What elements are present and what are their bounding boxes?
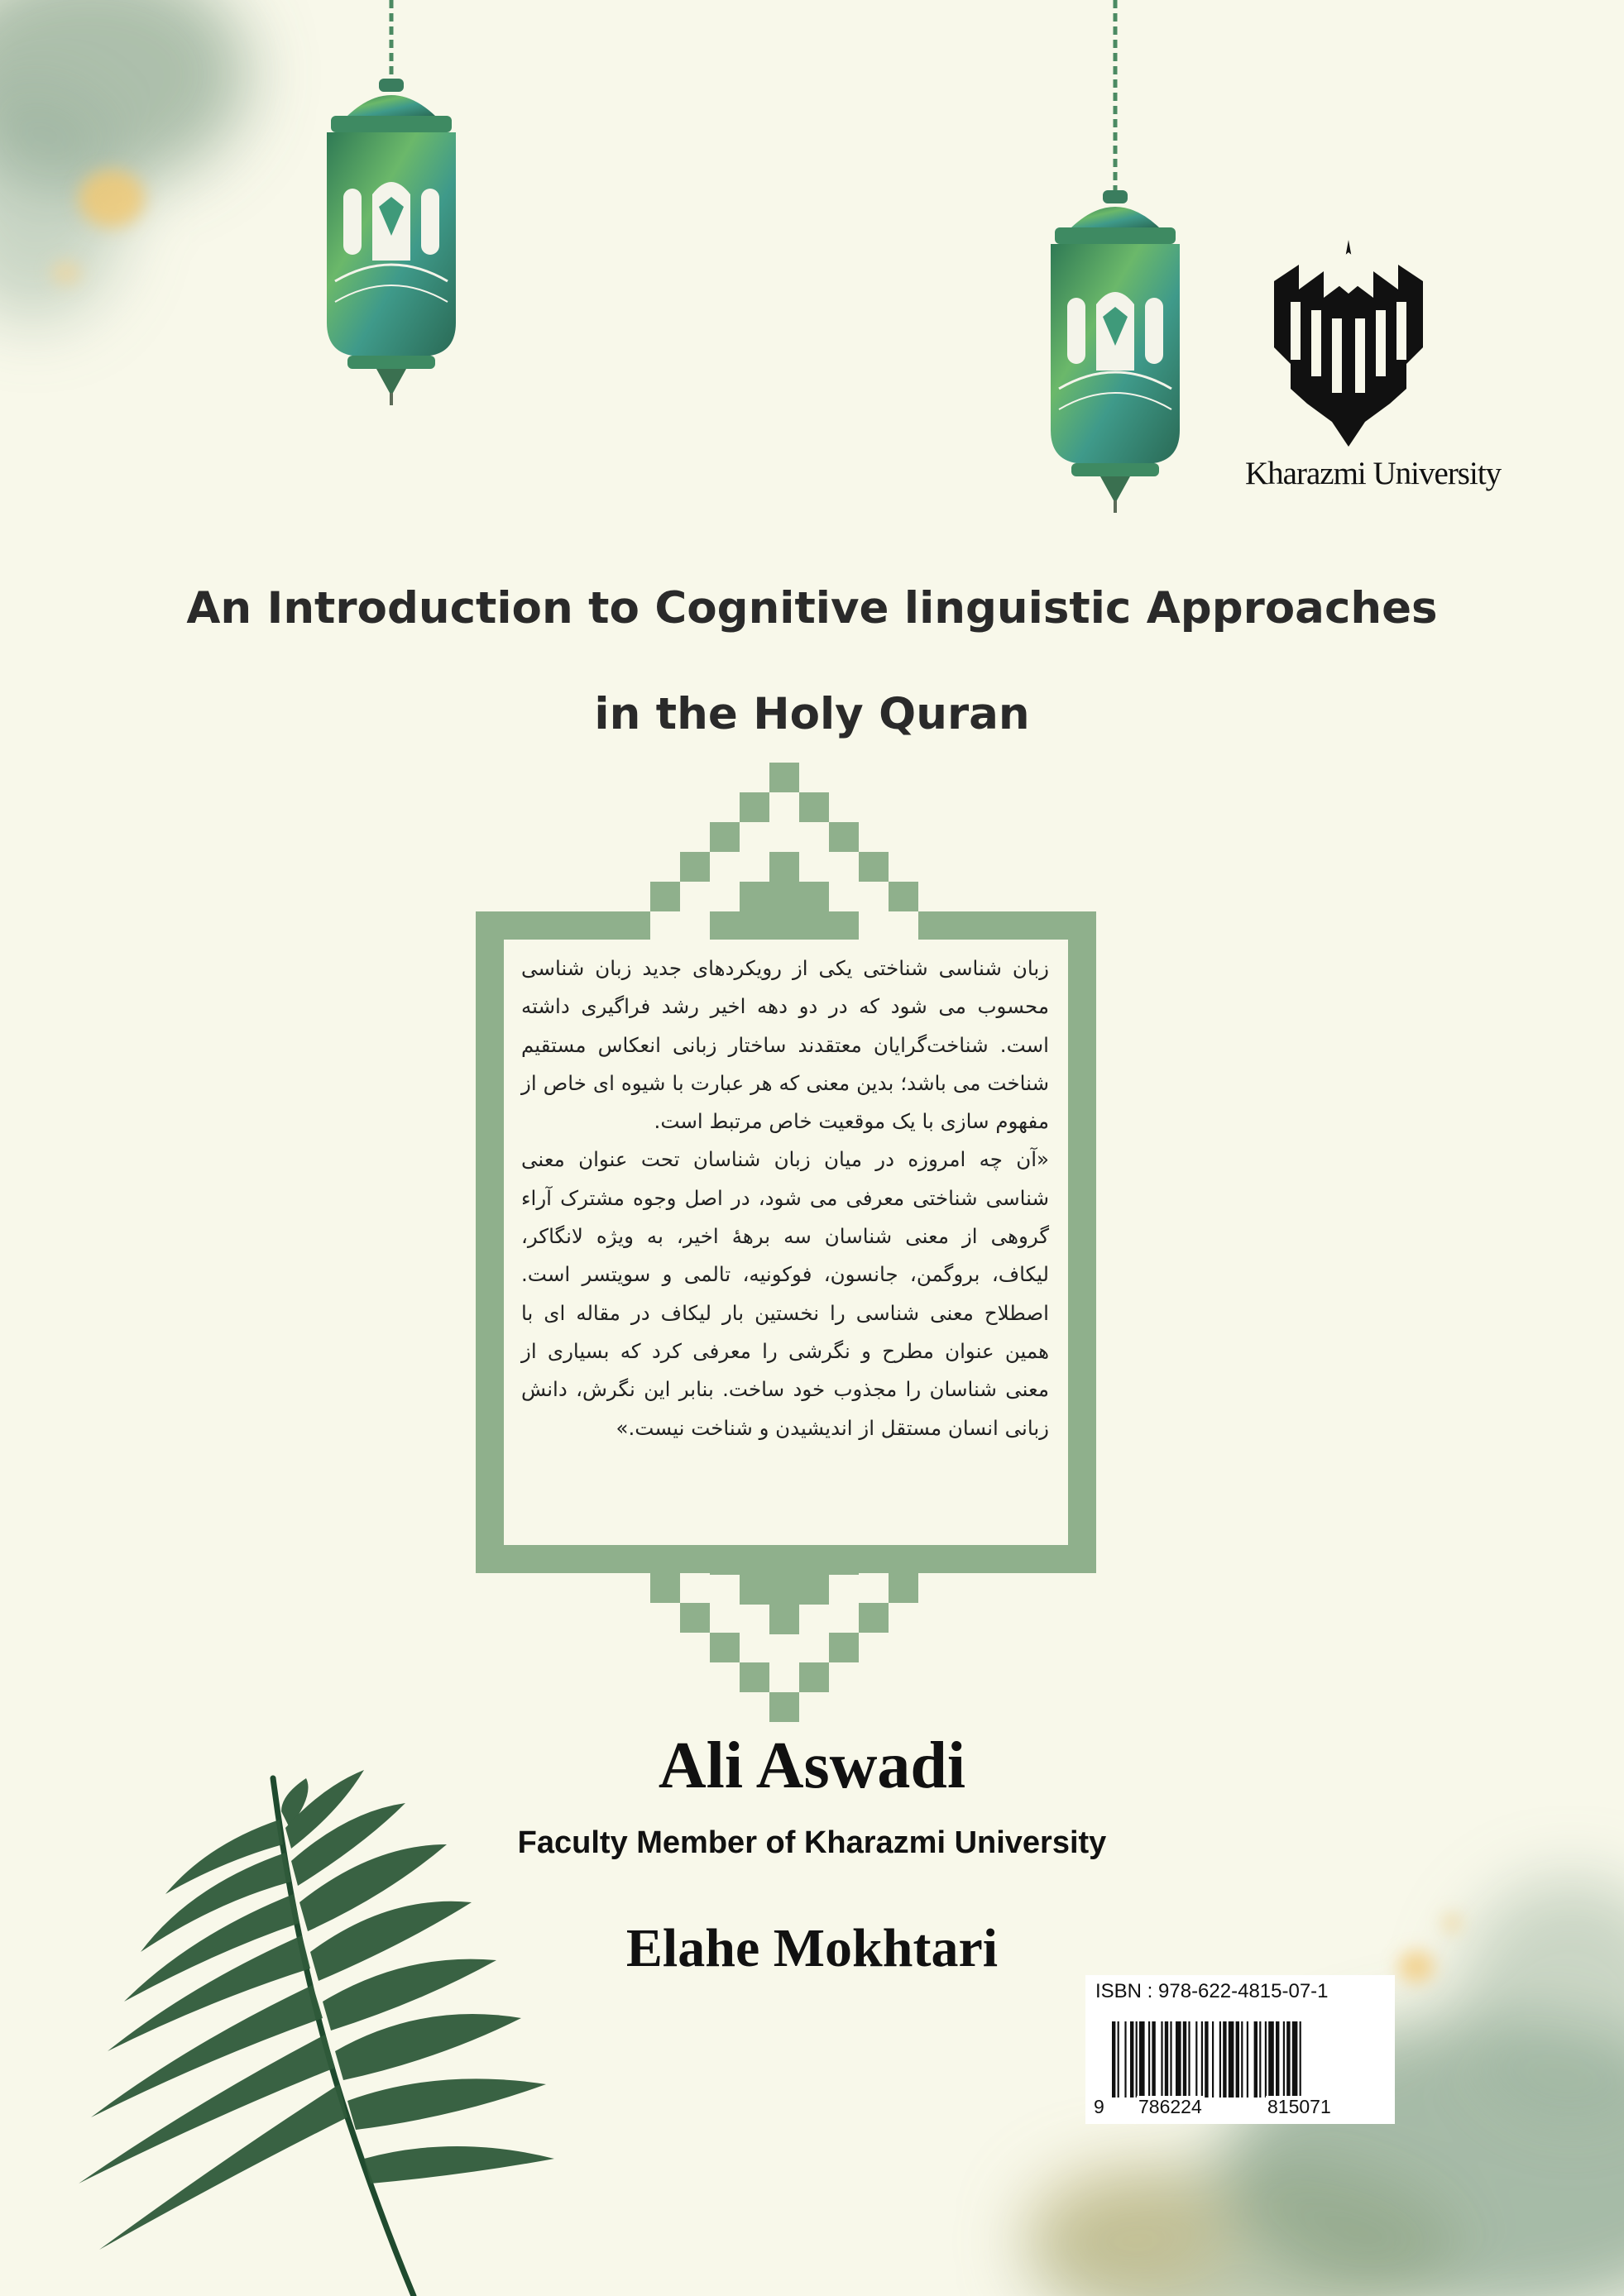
summary-paragraph-2: «آن چه امروزه در میان زبان شناسان تحت عنوان معنی شناسی شناختی معرفی می شود، در اصل وجوه مشترک آراء گروهی از معنی شناسان سه برهۀ اخیر، به ویژه لانگاکر، لیکاف، بروگمن، جانسون، فوکونیه، تالمی و سویتسر است. اصطلاح معنی شناسی را نخستین بار لیکاف در مقاله ای با همین عنوان مطرح و نگرشی را معرفی کرد که بسیاری از معنی شناسان را مجذوب خود ساخت. بنابر این نگرش، دانش زبانی انسان مستقل از اندیشیدن و شناخت نیست.» [521,1147,1049,1440]
book-title-line-2: in the Holy Quran [594,689,1030,739]
book-summary [521,949,1049,1523]
barcode-digits-left: 786224 [1138,2096,1202,2117]
author-name-1: Ali Aswadi [658,1729,966,1802]
isbn-label: ISBN : 978-622-4815-07-1 [1095,1980,1329,2002]
barcode-icon [1112,2021,1375,2097]
publisher-name: Kharazmi University [1245,456,1502,491]
book-title-line-1: An Introduction to Cognitive linguistic Approaches [186,583,1438,634]
author-name-2: Elahe Mokhtari [625,1918,999,1978]
barcode-lead-digit: 9 [1094,2096,1104,2117]
summary-paragraph-1: زبان شناسی شناختی یکی از رویکردهای جدید زبان شناسی محسوب می شود که در دو دهه اخیر رشد فراگیری داشته است. شناخت‌گرایان معتقدند ساختار زبانی انعکاس مستقیم شناخت می باشد؛ بدین معنی که هر عبارت با شیوه ای خاص از مفهوم سازی با یک موقعیت خاص مرتبط است. [521,956,1049,1134]
barcode-digits-right: 815071 [1267,2096,1331,2117]
isbn-barcode-block [1085,1975,1395,2124]
author-affiliation: Faculty Member of Kharazmi University [517,1825,1107,1860]
